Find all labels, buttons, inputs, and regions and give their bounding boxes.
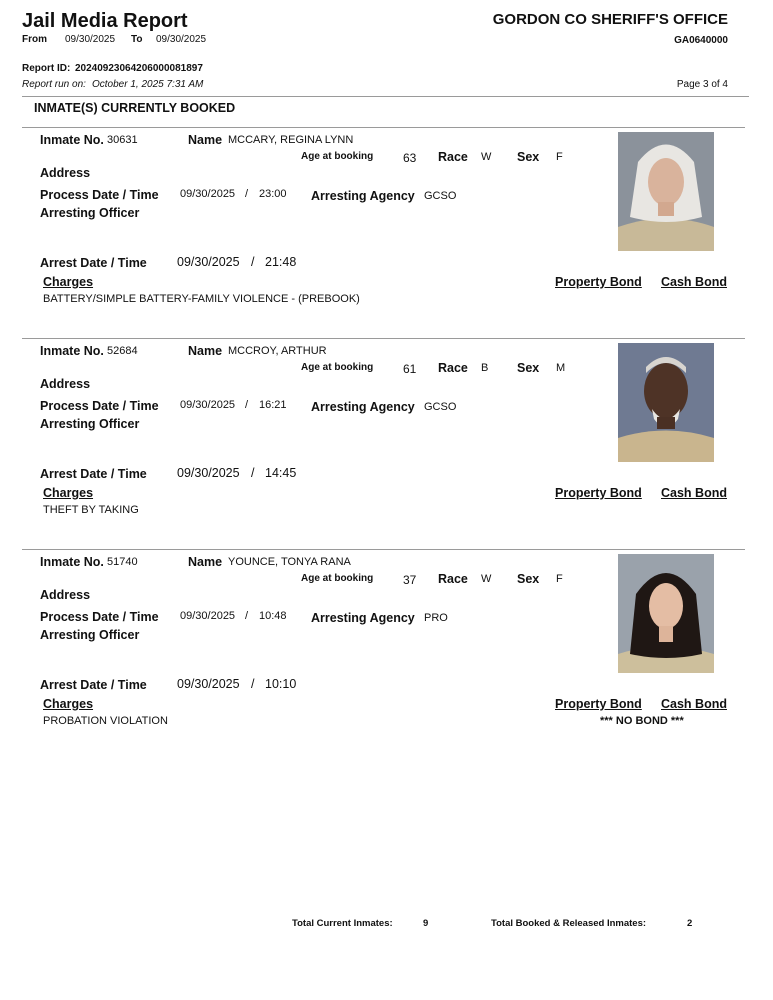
race-label: Race — [438, 150, 468, 164]
process-date: 09/30/2025 — [180, 610, 236, 622]
process-label: Process Date / Time — [40, 188, 159, 202]
officer-label: Arresting Officer — [40, 206, 140, 220]
arrest-separator: / — [251, 677, 255, 691]
agency-value: GCSO — [424, 190, 457, 202]
inmate-name: MCCROY, ARTHUR — [228, 345, 327, 357]
section-title: INMATE(S) CURRENTLY BOOKED — [34, 101, 236, 115]
officer-label: Arresting Officer — [40, 628, 140, 642]
report-title: Jail Media Report — [22, 10, 188, 32]
mugshot-photo — [618, 554, 714, 673]
mugshot-photo — [618, 132, 714, 251]
total-booked-released-value: 2 — [687, 918, 693, 929]
arrest-label: Arrest Date / Time — [40, 256, 147, 270]
race-label: Race — [438, 361, 468, 375]
process-time: 10:48 — [259, 610, 287, 622]
inmate-no: 52684 — [107, 345, 138, 357]
process-separator: / — [245, 188, 249, 200]
to-label: To — [131, 34, 143, 45]
to-date: 09/30/2025 — [156, 34, 207, 45]
report-id: 20240923064206000081897 — [75, 63, 203, 74]
arrest-label: Arrest Date / Time — [40, 678, 147, 692]
cash-bond-label: Cash Bond — [661, 486, 727, 500]
arrest-date: 09/30/2025 — [177, 255, 240, 269]
inmate-no-label: Inmate No. — [40, 344, 104, 358]
bond-note: *** NO BOND *** — [600, 715, 684, 727]
arrest-date: 09/30/2025 — [177, 677, 240, 691]
age-value: 61 — [403, 362, 417, 376]
cash-bond-label: Cash Bond — [661, 275, 727, 289]
process-label: Process Date / Time — [40, 610, 159, 624]
page-number: Page 3 of 4 — [676, 79, 728, 90]
address-label: Address — [40, 377, 91, 391]
age-label: Age at booking — [301, 151, 374, 162]
sex-label: Sex — [517, 150, 540, 164]
agency-value: PRO — [424, 612, 448, 624]
inmate-no-label: Inmate No. — [40, 133, 104, 147]
address-label: Address — [40, 588, 91, 602]
agency-label: Arresting Agency — [311, 611, 415, 625]
total-booked-released-label: Total Booked & Released Inmates: — [491, 918, 647, 929]
inmate-no: 51740 — [107, 556, 138, 568]
record-rule — [22, 338, 745, 339]
header-rule — [22, 96, 749, 97]
arrest-label: Arrest Date / Time — [40, 467, 147, 481]
sex-value: F — [556, 573, 563, 585]
charges-label: Charges — [43, 486, 94, 500]
charge-text: BATTERY/SIMPLE BATTERY-FAMILY VIOLENCE - (PREBOOK) — [43, 293, 360, 305]
property-bond-label: Property Bond — [555, 697, 642, 711]
inmate-no-label: Inmate No. — [40, 555, 104, 569]
office-name: GORDON CO SHERIFF'S OFFICE — [492, 11, 728, 28]
arrest-separator: / — [251, 466, 255, 480]
agency-value: GCSO — [424, 401, 457, 413]
race-value: B — [481, 362, 489, 374]
property-bond-label: Property Bond — [555, 486, 642, 500]
sex-value: M — [556, 362, 566, 374]
charges-label: Charges — [43, 275, 94, 289]
cash-bond-label: Cash Bond — [661, 697, 727, 711]
race-value: W — [481, 151, 492, 163]
name-label: Name — [188, 133, 223, 147]
process-separator: / — [245, 610, 249, 622]
inmate-name: MCCARY, REGINA LYNN — [228, 134, 354, 146]
inmate-record — [0, 551, 773, 761]
race-label: Race — [438, 572, 468, 586]
charge-text: THEFT BY TAKING — [43, 504, 139, 516]
run-on-date: October 1, 2025 7:31 AM — [92, 79, 204, 90]
process-date: 09/30/2025 — [180, 399, 236, 411]
process-date: 09/30/2025 — [180, 188, 236, 200]
from-label: From — [22, 34, 47, 45]
total-current-value: 9 — [423, 918, 429, 929]
inmate-no: 30631 — [107, 134, 138, 146]
process-separator: / — [245, 399, 249, 411]
property-bond-label: Property Bond — [555, 275, 642, 289]
inmate-record — [0, 340, 773, 550]
section-rule — [22, 127, 745, 128]
name-label: Name — [188, 555, 223, 569]
run-on-label: Report run on: — [22, 79, 86, 90]
process-label: Process Date / Time — [40, 399, 159, 413]
arrest-time: 10:10 — [265, 677, 297, 691]
mugshot-photo — [618, 343, 714, 462]
inmate-name: YOUNCE, TONYA RANA — [228, 556, 351, 568]
name-label: Name — [188, 344, 223, 358]
arrest-separator: / — [251, 255, 255, 269]
process-time: 23:00 — [259, 188, 287, 200]
from-date: 09/30/2025 — [65, 34, 116, 45]
sex-label: Sex — [517, 572, 540, 586]
arrest-date: 09/30/2025 — [177, 466, 240, 480]
total-current-label: Total Current Inmates: — [292, 918, 393, 929]
age-value: 37 — [403, 573, 417, 587]
report-id-label: Report ID: — [22, 63, 71, 74]
agency-label: Arresting Agency — [311, 400, 415, 414]
arrest-time: 21:48 — [265, 255, 297, 269]
arrest-time: 14:45 — [265, 466, 297, 480]
sex-value: F — [556, 151, 563, 163]
inmate-record — [0, 129, 773, 339]
age-label: Age at booking — [301, 362, 374, 373]
charges-label: Charges — [43, 697, 94, 711]
age-label: Age at booking — [301, 573, 374, 584]
sex-label: Sex — [517, 361, 540, 375]
officer-label: Arresting Officer — [40, 417, 140, 431]
agency-label: Arresting Agency — [311, 189, 415, 203]
charge-text: PROBATION VIOLATION — [43, 715, 168, 727]
record-rule — [22, 549, 745, 550]
address-label: Address — [40, 166, 91, 180]
agency-code: GA0640000 — [674, 35, 728, 46]
age-value: 63 — [403, 151, 417, 165]
process-time: 16:21 — [259, 399, 287, 411]
race-value: W — [481, 573, 492, 585]
